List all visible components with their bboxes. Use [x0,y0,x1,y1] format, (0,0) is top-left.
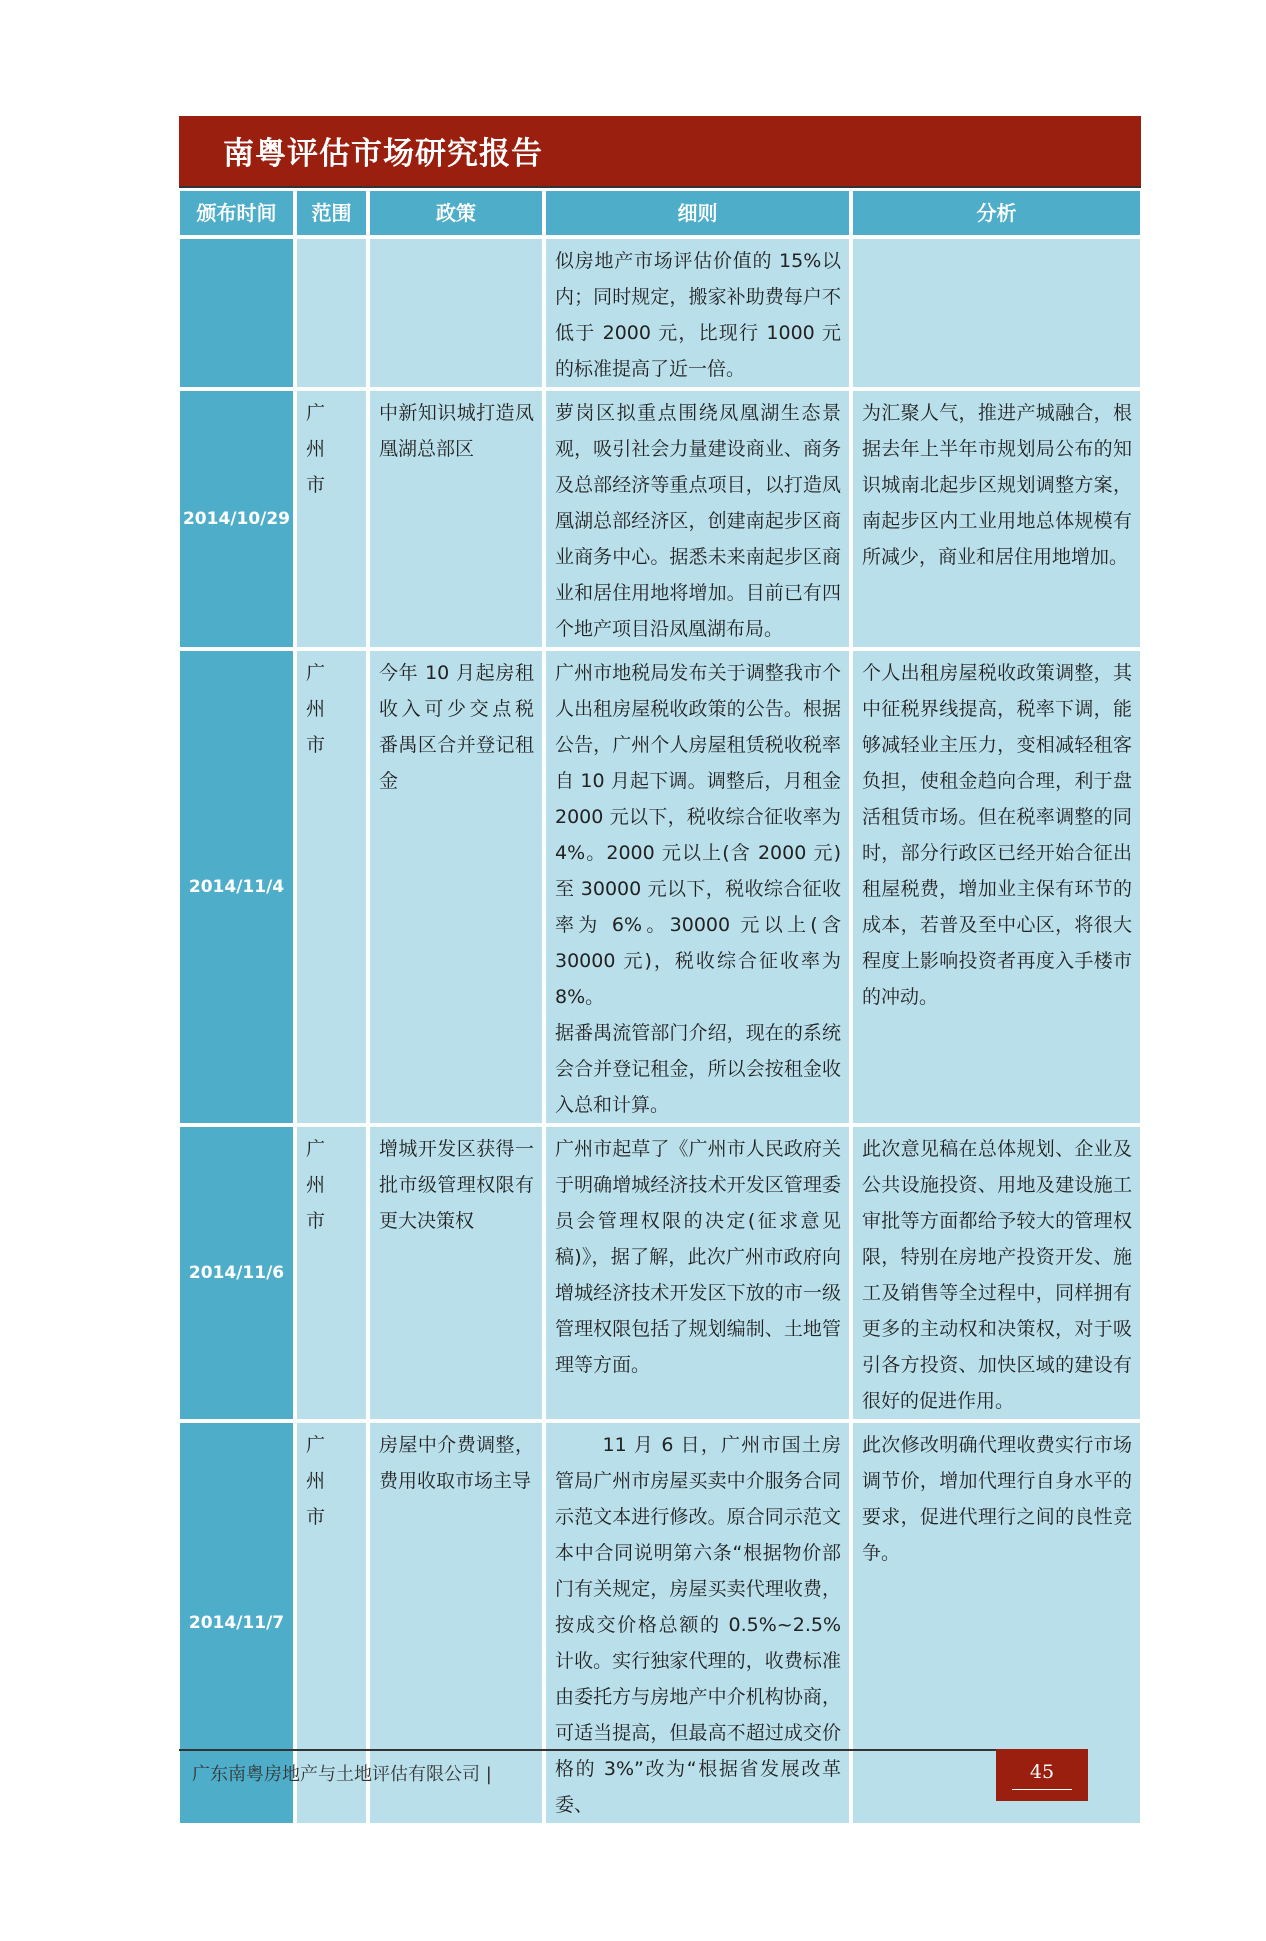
scope-cell: 广州市 [297,1127,366,1419]
analysis-cell: 此次修改明确代理收费实行市场调节价，增加代理行自身水平的要求，促进代理行之间的良性竞争。 [853,1423,1140,1823]
details-cell [546,651,849,1123]
report-title: 南粤评估市场研究报告 [223,136,543,172]
col-header-date: 颁布时间 [180,191,293,235]
policy-cell [370,239,542,387]
date-cell [180,239,293,387]
scope-cell: 广州市 [297,1423,366,1823]
analysis-cell: 此次意见稿在总体规划、企业及公共设施投资、用地及建设施工审批等方面都给予较大的管理权限，特别在房地产投资开发、施工及销售等全过程中，同样拥有更多的主动权和决策权，对于吸引各方投资、加快区域的建设有很好的促进作用。 [853,1127,1140,1419]
policy-cell: 增城开发区获得一批市级管理权限有更大决策权 [370,1127,542,1419]
col-header-policy: 政策 [370,191,542,235]
table-header-row [180,191,1140,235]
details-cell: 11 月 6 日，广州市国土房管局广州市房屋买卖中介服务合同示范文本进行修改。原合同示范文本中合同说明第六条“根据物价部门有关规定，房屋买卖代理收费，按成交价格总额的 0.5%~2.5%计收。实行独家代理的，收费标准由委托方与房地产中介机构协商，可适当提高，但最高不超过成交价格的 3%”改为“根据省发展改革委、 [546,1423,849,1823]
scope-cell [297,239,366,387]
table-row [180,651,1140,1123]
details-paragraph: 据番禺流管部门介绍，现在的系统会合并登记租金，所以会按租金收入总和计算。 [555,1022,841,1116]
footer-divider [179,1749,997,1751]
scope-cell: 广州市 [297,391,366,647]
date-cell: 2014/11/4 [180,651,293,1123]
details-cell: 似房地产市场评估价值的 15%以内；同时规定，搬家补助费每户不低于 2000 元，比现行 1000 元的标准提高了近一倍。 [546,239,849,387]
analysis-cell [853,239,1140,387]
report-banner [179,116,1141,186]
date-cell: 2014/10/29 [180,391,293,647]
policy-cell: 房屋中介费调整，费用收取市场主导 [370,1423,542,1823]
col-header-scope: 范围 [297,191,366,235]
page-number-box [996,1749,1088,1801]
details-cell: 广州市起草了《广州市人民政府关于明确增城经济技术开发区管理委员会管理权限的决定(征求意见稿)》，据了解，此次广州市政府向增城经济技术开发区下放的市一级管理权限包括了规划编制、土地管理等方面。 [546,1127,849,1419]
date-cell: 2014/11/7 [180,1423,293,1823]
policy-table [176,187,1144,1827]
col-header-analysis: 分析 [853,191,1140,235]
col-header-details: 细则 [546,191,849,235]
details-cell: 萝岗区拟重点围绕凤凰湖生态景观，吸引社会力量建设商业、商务及总部经济等重点项目，以打造凤凰湖总部经济区，创建南起步区商业商务中心。据悉未来南起步区商业和居住用地将增加。目前已有四个地产项目沿凤凰湖布局。 [546,391,849,647]
policy-cell: 中新知识城打造凤凰湖总部区 [370,391,542,647]
details-paragraph: 广州市地税局发布关于调整我市个人出租房屋税收政策的公告。根据公告，广州个人房屋租赁税收税率自 10 月起下调。调整后，月租金 2000 元以下，税收综合征收率为 4%。2000 元以上(含 2000 元)至 30000 元以下，税收综合征收率为 6%。30000 元以上(含 30000 元)，税收综合征收率为 8%。 [555,662,841,1008]
footer-company-name: 广东南粤房地产与土地评估有限公司 | [192,1764,492,1785]
analysis-cell: 为汇聚人气，推进产城融合，根据去年上半年市规划局公布的知识城南北起步区规划调整方案，南起步区内工业用地总体规模有所减少，商业和居住用地增加。 [853,391,1140,647]
policy-cell: 今年 10 月起房租收入可少交点税 番禺区合并登记租金 [370,651,542,1123]
table-row [180,391,1140,647]
date-cell: 2014/11/6 [180,1127,293,1419]
scope-cell: 广州市 [297,651,366,1123]
table-row [180,1127,1140,1419]
table-row [180,239,1140,387]
analysis-cell: 个人出租房屋税收政策调整，其中征税界线提高，税率下调，能够减轻业主压力，变相减轻租客负担，使租金趋向合理，利于盘活租赁市场。但在税率调整的同时，部分行政区已经开始合征出租屋税费，增加业主保有环节的成本，若普及至中心区，将很大程度上影响投资者再度入手楼市的冲动。 [853,651,1140,1123]
page-number-underline [1012,1789,1072,1790]
page-number: 45 [1029,1761,1055,1783]
